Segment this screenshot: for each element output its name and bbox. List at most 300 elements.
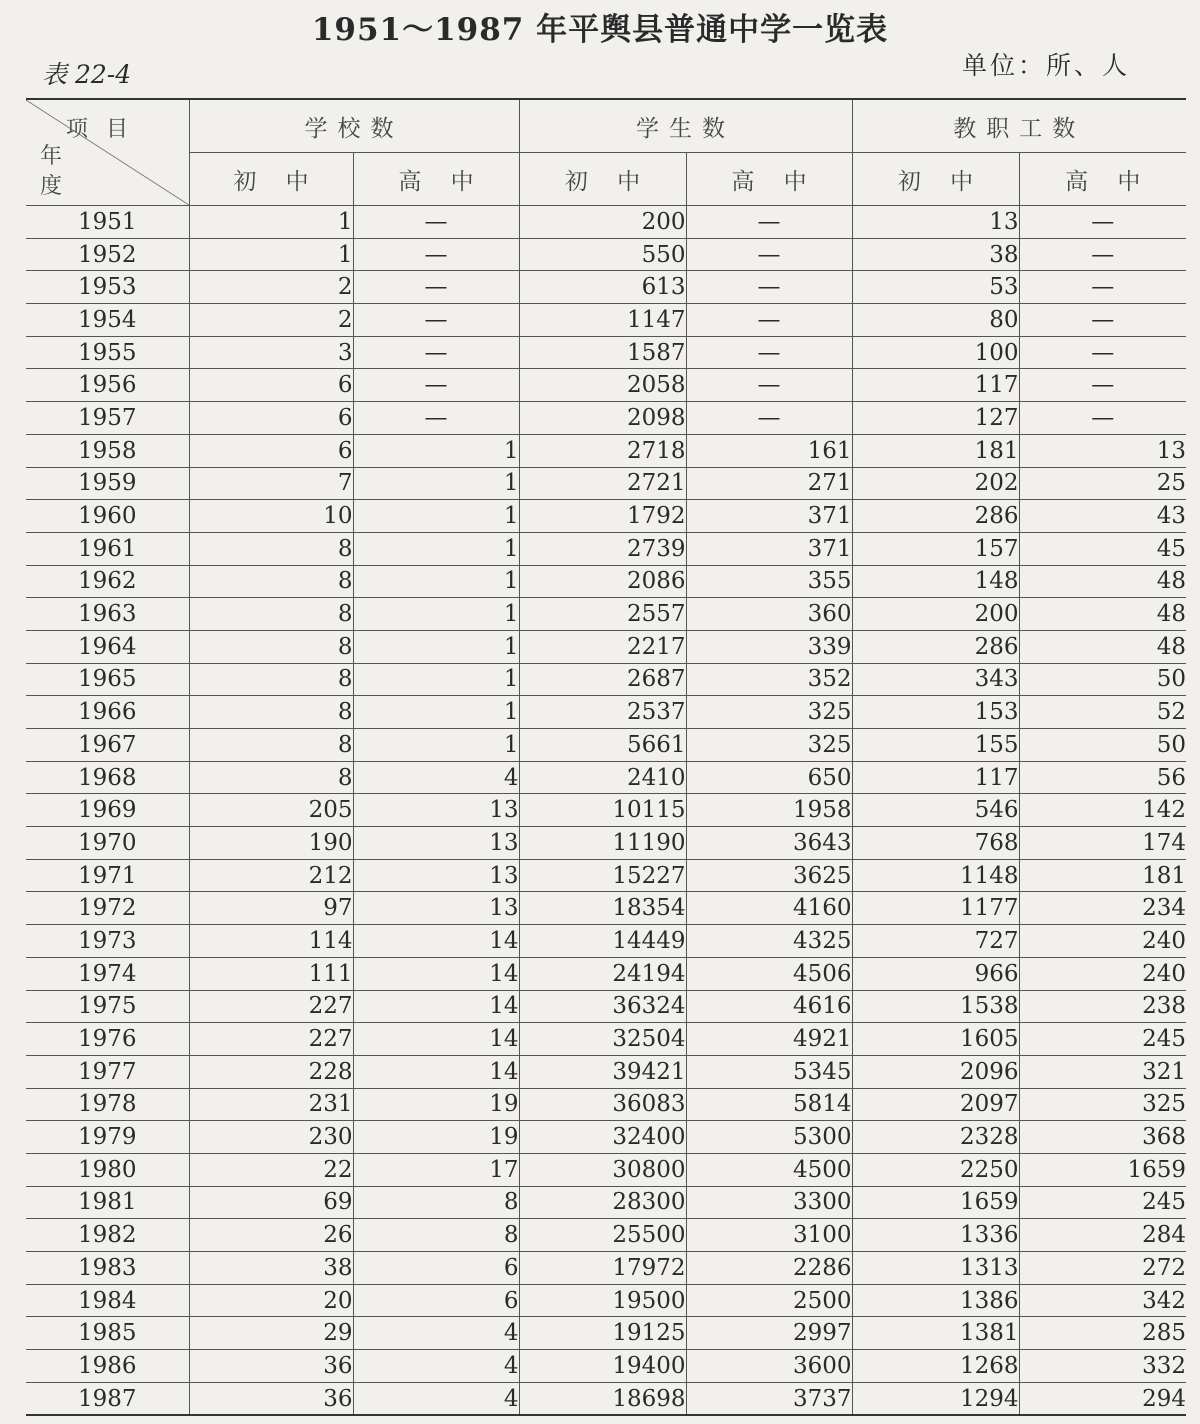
students-senior-cell: — [686, 402, 852, 435]
schools-junior-cell: 1 [189, 206, 353, 239]
subheader-staff-senior: 高 中 [1019, 153, 1186, 206]
schools-senior-cell: 14 [353, 1023, 519, 1056]
staff-senior-cell: 240 [1019, 925, 1186, 958]
schools-senior-cell: 14 [353, 925, 519, 958]
staff-senior-cell: 25 [1019, 467, 1186, 500]
schools-junior-cell: 36 [189, 1382, 353, 1415]
staff-junior-cell: 1659 [852, 1186, 1019, 1219]
schools-senior-cell: 19 [353, 1088, 519, 1121]
table-row [26, 794, 1186, 827]
staff-senior-cell: 368 [1019, 1121, 1186, 1154]
year-cell: 1975 [26, 990, 189, 1023]
staff-junior-cell: 53 [852, 271, 1019, 304]
schools-senior-cell: 13 [353, 794, 519, 827]
year-cell: 1984 [26, 1284, 189, 1317]
students-junior-cell: 32504 [519, 1023, 686, 1056]
students-junior-cell: 28300 [519, 1186, 686, 1219]
students-junior-cell: 25500 [519, 1219, 686, 1252]
students-junior-cell: 2687 [519, 663, 686, 696]
staff-junior-cell: 1381 [852, 1317, 1019, 1350]
schools-junior-cell: 2 [189, 304, 353, 337]
students-senior-cell: 360 [686, 598, 852, 631]
students-junior-cell: 32400 [519, 1121, 686, 1154]
table-row [26, 892, 1186, 925]
schools-junior-cell: 29 [189, 1317, 353, 1350]
schools-junior-cell: 3 [189, 336, 353, 369]
year-cell: 1972 [26, 892, 189, 925]
schools-senior-cell: — [353, 238, 519, 271]
schools-senior-cell: 1 [353, 630, 519, 663]
year-cell: 1979 [26, 1121, 189, 1154]
students-senior-cell: 4325 [686, 925, 852, 958]
table-row [26, 532, 1186, 565]
year-cell: 1986 [26, 1350, 189, 1383]
students-junior-cell: 15227 [519, 859, 686, 892]
table-row [26, 729, 1186, 762]
staff-junior-cell: 200 [852, 598, 1019, 631]
staff-junior-cell: 1177 [852, 892, 1019, 925]
table-row [26, 859, 1186, 892]
staff-senior-cell: 272 [1019, 1252, 1186, 1285]
year-cell: 1969 [26, 794, 189, 827]
year-cell: 1970 [26, 827, 189, 860]
table-row [26, 630, 1186, 663]
students-junior-cell: 2739 [519, 532, 686, 565]
schools-senior-cell: 17 [353, 1153, 519, 1186]
subheader-schools-senior: 高 中 [353, 153, 519, 206]
schools-junior-cell: 2 [189, 271, 353, 304]
schools-junior-cell: 8 [189, 532, 353, 565]
staff-junior-cell: 1148 [852, 859, 1019, 892]
students-junior-cell: 19125 [519, 1317, 686, 1350]
students-senior-cell: 2286 [686, 1252, 852, 1285]
students-junior-cell: 2058 [519, 369, 686, 402]
table-row [26, 925, 1186, 958]
students-senior-cell: — [686, 369, 852, 402]
schools-junior-cell: 227 [189, 990, 353, 1023]
table-row [26, 696, 1186, 729]
students-junior-cell: 5661 [519, 729, 686, 762]
year-cell: 1958 [26, 434, 189, 467]
table-row [26, 1023, 1186, 1056]
students-junior-cell: 2086 [519, 565, 686, 598]
staff-junior-cell: 100 [852, 336, 1019, 369]
staff-senior-cell: 174 [1019, 827, 1186, 860]
staff-junior-cell: 2096 [852, 1055, 1019, 1088]
year-cell: 1953 [26, 271, 189, 304]
schools-junior-cell: 8 [189, 565, 353, 598]
year-cell: 1959 [26, 467, 189, 500]
table-row [26, 271, 1186, 304]
students-senior-cell: — [686, 336, 852, 369]
students-senior-cell: 3300 [686, 1186, 852, 1219]
staff-senior-cell: 325 [1019, 1088, 1186, 1121]
students-senior-cell: 5345 [686, 1055, 852, 1088]
schools-senior-cell: 1 [353, 565, 519, 598]
staff-junior-cell: 117 [852, 369, 1019, 402]
schools-junior-cell: 227 [189, 1023, 353, 1056]
students-junior-cell: 24194 [519, 957, 686, 990]
year-cell: 1957 [26, 402, 189, 435]
table-row [26, 500, 1186, 533]
students-junior-cell: 613 [519, 271, 686, 304]
students-junior-cell: 19500 [519, 1284, 686, 1317]
schools-junior-cell: 26 [189, 1219, 353, 1252]
students-junior-cell: 18354 [519, 892, 686, 925]
staff-senior-cell: 13 [1019, 434, 1186, 467]
year-cell: 1951 [26, 206, 189, 239]
students-junior-cell: 2557 [519, 598, 686, 631]
schools-senior-cell: — [353, 304, 519, 337]
table-row [26, 565, 1186, 598]
table-row [26, 1252, 1186, 1285]
students-senior-cell: 352 [686, 663, 852, 696]
students-junior-cell: 1147 [519, 304, 686, 337]
schools-junior-cell: 8 [189, 598, 353, 631]
students-junior-cell: 39421 [519, 1055, 686, 1088]
students-junior-cell: 550 [519, 238, 686, 271]
staff-senior-cell: 43 [1019, 500, 1186, 533]
schools-senior-cell: 13 [353, 827, 519, 860]
schools-senior-cell: 6 [353, 1284, 519, 1317]
staff-senior-cell: 52 [1019, 696, 1186, 729]
table-row [26, 336, 1186, 369]
staff-senior-cell: 234 [1019, 892, 1186, 925]
staff-junior-cell: 202 [852, 467, 1019, 500]
schools-junior-cell: 69 [189, 1186, 353, 1219]
table-row [26, 1186, 1186, 1219]
students-senior-cell: 325 [686, 696, 852, 729]
year-cell: 1954 [26, 304, 189, 337]
students-senior-cell: 161 [686, 434, 852, 467]
schools-junior-cell: 6 [189, 434, 353, 467]
table-number: 表 22-4 [42, 60, 132, 89]
students-junior-cell: 14449 [519, 925, 686, 958]
staff-junior-cell: 286 [852, 500, 1019, 533]
students-senior-cell: 4616 [686, 990, 852, 1023]
students-junior-cell: 2718 [519, 434, 686, 467]
students-senior-cell: 271 [686, 467, 852, 500]
year-cell: 1965 [26, 663, 189, 696]
students-senior-cell: 4921 [686, 1023, 852, 1056]
staff-junior-cell: 966 [852, 957, 1019, 990]
students-senior-cell: 355 [686, 565, 852, 598]
staff-junior-cell: 727 [852, 925, 1019, 958]
year-cell: 1966 [26, 696, 189, 729]
schools-senior-cell: 8 [353, 1219, 519, 1252]
staff-junior-cell: 155 [852, 729, 1019, 762]
year-cell: 1967 [26, 729, 189, 762]
schools-senior-cell: — [353, 336, 519, 369]
table-row [26, 1382, 1186, 1415]
staff-senior-cell: 240 [1019, 957, 1186, 990]
students-senior-cell: 371 [686, 532, 852, 565]
year-cell: 1955 [26, 336, 189, 369]
schools-senior-cell: 14 [353, 1055, 519, 1088]
table-row [26, 1317, 1186, 1350]
schools-senior-cell: 1 [353, 500, 519, 533]
staff-senior-cell: 56 [1019, 761, 1186, 794]
schools-senior-cell: 4 [353, 1350, 519, 1383]
table-row [26, 238, 1186, 271]
table-row [26, 761, 1186, 794]
year-cell: 1961 [26, 532, 189, 565]
staff-senior-cell: 294 [1019, 1382, 1186, 1415]
schools-junior-cell: 8 [189, 696, 353, 729]
schools-junior-cell: 38 [189, 1252, 353, 1285]
schools-junior-cell: 8 [189, 663, 353, 696]
staff-junior-cell: 38 [852, 238, 1019, 271]
staff-junior-cell: 1538 [852, 990, 1019, 1023]
staff-junior-cell: 2328 [852, 1121, 1019, 1154]
year-cell: 1971 [26, 859, 189, 892]
schools-senior-cell: 1 [353, 598, 519, 631]
staff-senior-cell: 342 [1019, 1284, 1186, 1317]
staff-junior-cell: 1268 [852, 1350, 1019, 1383]
table-row [26, 304, 1186, 337]
year-cell: 1976 [26, 1023, 189, 1056]
staff-junior-cell: 181 [852, 434, 1019, 467]
students-senior-cell: 2997 [686, 1317, 852, 1350]
schools-senior-cell: — [353, 402, 519, 435]
group-header-staff: 教职工数 [852, 99, 1186, 153]
students-senior-cell: 3643 [686, 827, 852, 860]
staff-senior-cell: 48 [1019, 565, 1186, 598]
table-body [26, 206, 1186, 1416]
schools-senior-cell: 1 [353, 467, 519, 500]
students-senior-cell: 3100 [686, 1219, 852, 1252]
schools-junior-cell: 231 [189, 1088, 353, 1121]
students-junior-cell: 2098 [519, 402, 686, 435]
year-cell: 1962 [26, 565, 189, 598]
students-senior-cell: — [686, 304, 852, 337]
year-cell: 1982 [26, 1219, 189, 1252]
students-junior-cell: 18698 [519, 1382, 686, 1415]
staff-senior-cell: 285 [1019, 1317, 1186, 1350]
students-junior-cell: 1587 [519, 336, 686, 369]
schools-senior-cell: 1 [353, 434, 519, 467]
table-row [26, 598, 1186, 631]
table-row [26, 1350, 1186, 1383]
schools-senior-cell: 4 [353, 761, 519, 794]
table-row [26, 402, 1186, 435]
schools-junior-cell: 22 [189, 1153, 353, 1186]
year-cell: 1956 [26, 369, 189, 402]
schools-junior-cell: 6 [189, 402, 353, 435]
year-cell: 1973 [26, 925, 189, 958]
table-row [26, 1121, 1186, 1154]
staff-junior-cell: 157 [852, 532, 1019, 565]
staff-senior-cell: 1659 [1019, 1153, 1186, 1186]
staff-junior-cell: 148 [852, 565, 1019, 598]
students-senior-cell: 4500 [686, 1153, 852, 1186]
schools-junior-cell: 114 [189, 925, 353, 958]
schools-junior-cell: 7 [189, 467, 353, 500]
corner-year-label: 年度 [40, 144, 73, 199]
year-cell: 1960 [26, 500, 189, 533]
staff-senior-cell: 238 [1019, 990, 1186, 1023]
students-senior-cell: 3737 [686, 1382, 852, 1415]
schools-senior-cell: 13 [353, 859, 519, 892]
corner-header [26, 99, 189, 206]
table-row [26, 206, 1186, 239]
staff-senior-cell: 48 [1019, 598, 1186, 631]
students-junior-cell: 36324 [519, 990, 686, 1023]
staff-junior-cell: 2250 [852, 1153, 1019, 1186]
year-cell: 1968 [26, 761, 189, 794]
schools-junior-cell: 6 [189, 369, 353, 402]
schools-senior-cell: 1 [353, 696, 519, 729]
table-row [26, 663, 1186, 696]
year-cell: 1983 [26, 1252, 189, 1285]
staff-senior-cell: 142 [1019, 794, 1186, 827]
staff-senior-cell: 181 [1019, 859, 1186, 892]
schools-junior-cell: 212 [189, 859, 353, 892]
year-cell: 1952 [26, 238, 189, 271]
students-junior-cell: 2410 [519, 761, 686, 794]
staff-senior-cell: — [1019, 238, 1186, 271]
staff-senior-cell: — [1019, 336, 1186, 369]
schools-senior-cell: — [353, 369, 519, 402]
year-cell: 1981 [26, 1186, 189, 1219]
students-senior-cell: 5300 [686, 1121, 852, 1154]
staff-junior-cell: 1336 [852, 1219, 1019, 1252]
schools-junior-cell: 10 [189, 500, 353, 533]
schools-senior-cell: — [353, 271, 519, 304]
group-header-schools: 学校数 [189, 99, 519, 153]
schools-junior-cell: 230 [189, 1121, 353, 1154]
staff-senior-cell: — [1019, 206, 1186, 239]
schools-junior-cell: 8 [189, 630, 353, 663]
schools-junior-cell: 205 [189, 794, 353, 827]
students-junior-cell: 19400 [519, 1350, 686, 1383]
students-junior-cell: 200 [519, 206, 686, 239]
staff-senior-cell: — [1019, 369, 1186, 402]
staff-junior-cell: 343 [852, 663, 1019, 696]
staff-junior-cell: 1386 [852, 1284, 1019, 1317]
schools-junior-cell: 97 [189, 892, 353, 925]
schools-junior-cell: 8 [189, 729, 353, 762]
students-senior-cell: 5814 [686, 1088, 852, 1121]
staff-senior-cell: 48 [1019, 630, 1186, 663]
staff-junior-cell: 546 [852, 794, 1019, 827]
staff-senior-cell: 321 [1019, 1055, 1186, 1088]
students-senior-cell: — [686, 206, 852, 239]
year-cell: 1964 [26, 630, 189, 663]
staff-junior-cell: 286 [852, 630, 1019, 663]
schools-senior-cell: 1 [353, 663, 519, 696]
table-row [26, 990, 1186, 1023]
schools-senior-cell: 6 [353, 1252, 519, 1285]
table-row [26, 1055, 1186, 1088]
table-row [26, 434, 1186, 467]
group-header-students: 学生数 [519, 99, 852, 153]
students-senior-cell: 3600 [686, 1350, 852, 1383]
schools-junior-cell: 20 [189, 1284, 353, 1317]
students-junior-cell: 30800 [519, 1153, 686, 1186]
table-row [26, 827, 1186, 860]
schools-table [26, 98, 1186, 1416]
staff-senior-cell: — [1019, 402, 1186, 435]
staff-junior-cell: 768 [852, 827, 1019, 860]
students-junior-cell: 17972 [519, 1252, 686, 1285]
staff-senior-cell: 245 [1019, 1023, 1186, 1056]
students-senior-cell: 2500 [686, 1284, 852, 1317]
students-senior-cell: — [686, 238, 852, 271]
students-senior-cell: 325 [686, 729, 852, 762]
subheader-schools-junior: 初 中 [189, 153, 353, 206]
staff-junior-cell: 1294 [852, 1382, 1019, 1415]
students-junior-cell: 2721 [519, 467, 686, 500]
schools-senior-cell: 19 [353, 1121, 519, 1154]
students-senior-cell: 4160 [686, 892, 852, 925]
staff-senior-cell: 50 [1019, 663, 1186, 696]
schools-senior-cell: 14 [353, 990, 519, 1023]
schools-junior-cell: 36 [189, 1350, 353, 1383]
students-senior-cell: 339 [686, 630, 852, 663]
schools-senior-cell: 4 [353, 1382, 519, 1415]
year-cell: 1985 [26, 1317, 189, 1350]
schools-senior-cell: 4 [353, 1317, 519, 1350]
schools-junior-cell: 8 [189, 761, 353, 794]
subheader-students-senior: 高 中 [686, 153, 852, 206]
page-title: 1951～1987 年平舆县普通中学一览表 [311, 12, 889, 48]
year-cell: 1977 [26, 1055, 189, 1088]
staff-senior-cell: 50 [1019, 729, 1186, 762]
staff-senior-cell: 332 [1019, 1350, 1186, 1383]
staff-junior-cell: 127 [852, 402, 1019, 435]
table-row [26, 467, 1186, 500]
staff-senior-cell: — [1019, 304, 1186, 337]
schools-junior-cell: 228 [189, 1055, 353, 1088]
year-cell: 1987 [26, 1382, 189, 1415]
schools-senior-cell: 1 [353, 532, 519, 565]
schools-junior-cell: 111 [189, 957, 353, 990]
unit-label: 单位：所、人 [962, 51, 1131, 80]
staff-junior-cell: 80 [852, 304, 1019, 337]
subheader-students-junior: 初 中 [519, 153, 686, 206]
staff-junior-cell: 117 [852, 761, 1019, 794]
schools-senior-cell: 1 [353, 729, 519, 762]
students-senior-cell: 3625 [686, 859, 852, 892]
students-junior-cell: 1792 [519, 500, 686, 533]
students-senior-cell: 1958 [686, 794, 852, 827]
staff-senior-cell: 45 [1019, 532, 1186, 565]
table-row [26, 369, 1186, 402]
staff-junior-cell: 2097 [852, 1088, 1019, 1121]
schools-senior-cell: 8 [353, 1186, 519, 1219]
staff-junior-cell: 153 [852, 696, 1019, 729]
table-row [26, 1153, 1186, 1186]
staff-senior-cell: 284 [1019, 1219, 1186, 1252]
students-junior-cell: 36083 [519, 1088, 686, 1121]
staff-senior-cell: — [1019, 271, 1186, 304]
students-senior-cell: — [686, 271, 852, 304]
students-junior-cell: 10115 [519, 794, 686, 827]
students-junior-cell: 11190 [519, 827, 686, 860]
students-junior-cell: 2217 [519, 630, 686, 663]
table-row [26, 1088, 1186, 1121]
schools-senior-cell: — [353, 206, 519, 239]
students-senior-cell: 371 [686, 500, 852, 533]
year-cell: 1974 [26, 957, 189, 990]
schools-junior-cell: 1 [189, 238, 353, 271]
students-junior-cell: 2537 [519, 696, 686, 729]
schools-senior-cell: 13 [353, 892, 519, 925]
staff-junior-cell: 1605 [852, 1023, 1019, 1056]
corner-item-label: 项目 [66, 117, 147, 142]
staff-senior-cell: 245 [1019, 1186, 1186, 1219]
